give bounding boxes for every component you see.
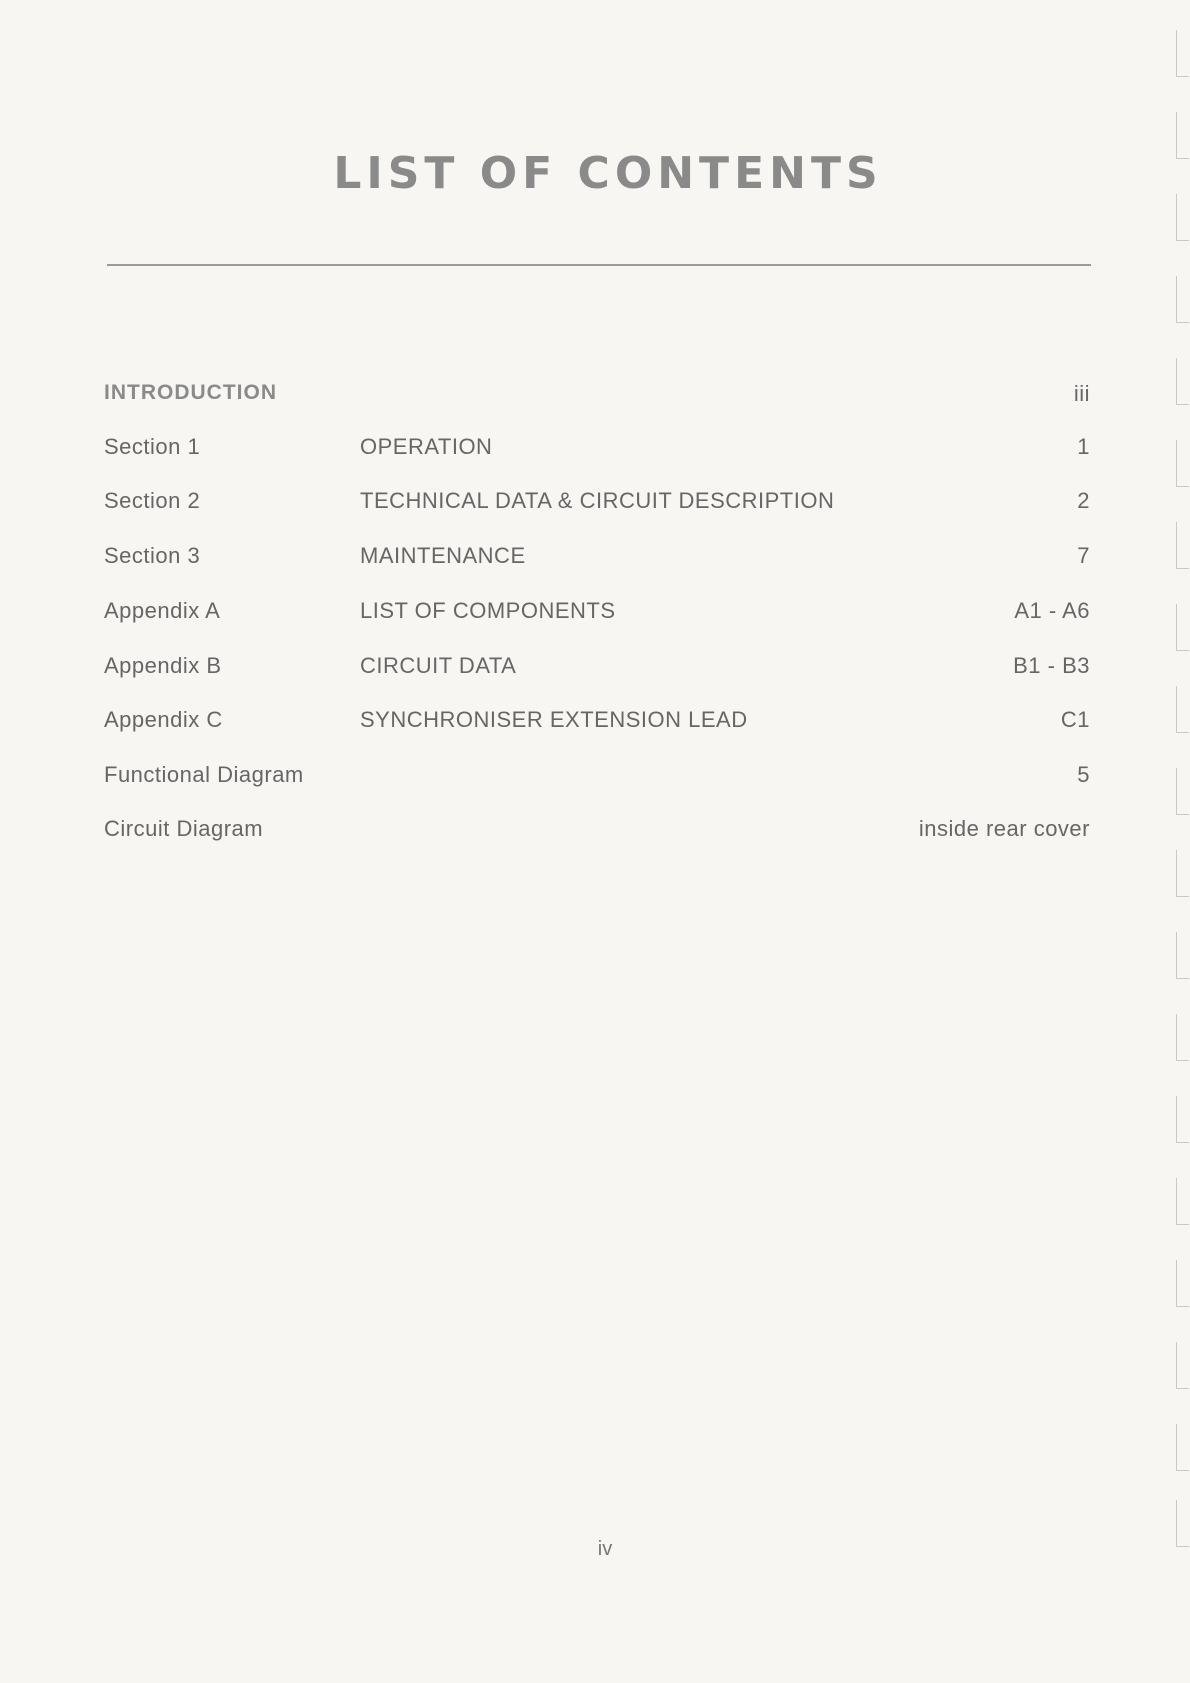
binding-mark: [1176, 440, 1189, 487]
binding-mark: [1176, 686, 1189, 733]
binding-mark: [1176, 1500, 1189, 1547]
contents-row-appendix-a: [0, 598, 1190, 628]
contents-row-appendix-c: [0, 707, 1190, 737]
contents-row-section-2: [0, 488, 1190, 518]
title-divider: [107, 264, 1091, 266]
entry-label: Section 3: [104, 543, 201, 568]
entry-label: INTRODUCTION: [104, 381, 277, 404]
binding-mark: [1176, 1096, 1189, 1143]
entry-label: Circuit Diagram: [104, 816, 264, 841]
entry-description: LIST OF COMPONENTS: [360, 598, 616, 623]
entry-page: inside rear cover: [918, 816, 1090, 841]
binding-mark: [1176, 850, 1189, 897]
contents-row-section-3: [0, 543, 1190, 573]
binding-mark: [1176, 194, 1189, 241]
entry-description: SYNCHRONISER EXTENSION LEAD: [360, 707, 748, 732]
entry-label: Section 1: [104, 434, 201, 459]
contents-row-introduction: [0, 381, 1190, 411]
entry-page: C1: [1060, 707, 1090, 732]
entry-page: B1 - B3: [1013, 653, 1090, 678]
entry-page: A1 - A6: [1014, 598, 1090, 623]
entry-page: 7: [1077, 543, 1090, 568]
contents-row-circuit-diagram: [0, 816, 1190, 846]
binding-mark: [1176, 1014, 1189, 1061]
page-title: LIST OF CONTENTS: [333, 148, 883, 199]
binding-mark: [1176, 112, 1189, 159]
binding-mark: [1176, 30, 1189, 77]
entry-description: TECHNICAL DATA & CIRCUIT DESCRIPTION: [360, 488, 835, 513]
binding-mark: [1176, 768, 1189, 815]
binding-mark: [1176, 358, 1189, 405]
entry-label: Functional Diagram: [104, 762, 304, 787]
binding-holes: [1176, 30, 1190, 1550]
binding-mark: [1176, 1424, 1189, 1471]
contents-row-section-1: [0, 434, 1190, 464]
binding-mark: [1176, 604, 1189, 651]
entry-page: 2: [1077, 488, 1090, 513]
binding-mark: [1176, 1260, 1189, 1307]
entry-label: Appendix C: [104, 707, 223, 732]
binding-mark: [1176, 276, 1189, 323]
entry-description: CIRCUIT DATA: [360, 653, 517, 678]
binding-mark: [1176, 1178, 1189, 1225]
entry-label: Section 2: [104, 488, 201, 513]
contents-row-appendix-b: [0, 653, 1190, 683]
binding-mark: [1176, 1342, 1189, 1389]
entry-label: Appendix B: [104, 653, 222, 678]
entry-page: 5: [1077, 762, 1090, 787]
entry-page: iii: [1073, 381, 1090, 406]
entry-label: Appendix A: [104, 598, 221, 623]
entry-description: OPERATION: [360, 434, 493, 459]
binding-mark: [1176, 932, 1189, 979]
page-number: iv: [597, 1538, 613, 1560]
entry-description: MAINTENANCE: [360, 543, 526, 568]
entry-page: 1: [1077, 434, 1090, 459]
contents-row-functional-diagram: [0, 762, 1190, 792]
binding-mark: [1176, 522, 1189, 569]
